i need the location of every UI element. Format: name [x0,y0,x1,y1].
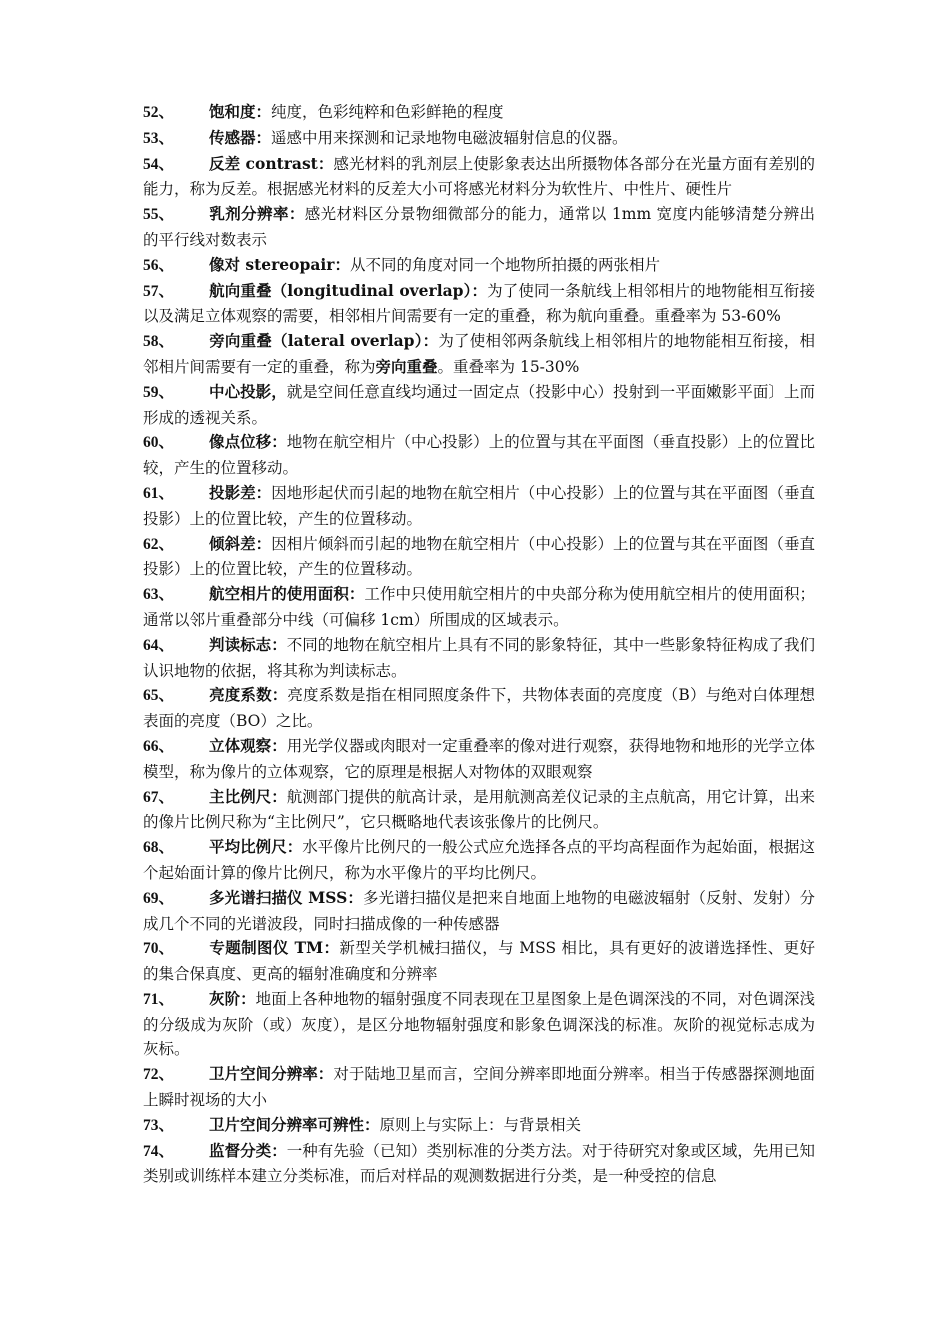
glossary-entry-58 [143,329,815,380]
entry-number: 73、 [143,1116,175,1134]
entry-term: 卫片空间分辨率： [209,1064,334,1084]
entry-term: 航向重叠（longitudinal overlap）： [209,280,488,300]
entry-term: 亮度系数： [209,685,288,705]
entry-number: 54、 [143,155,175,173]
entry-definition: 因相片倾斜而引起的地物在航空相片（中心投影）上的位置与其在平面图（垂直投影）上的位置比较，产生的位置移动。 [143,534,815,579]
glossary-entry-68 [143,835,815,886]
entry-definition-tail: 。重叠率为 15-30% [437,357,580,376]
glossary-entry-72 [143,1062,815,1113]
entry-definition: 就是空间任意直线均通过一固定点（投影中心）投射到一平面嫩影平面〕上而形成的透视关系。 [143,382,815,427]
entry-term: 卫片空间分辨率可辨性： [209,1114,380,1134]
entry-number: 59、 [143,383,175,401]
glossary-entry-53 [143,126,815,152]
entry-definition: 纯度，色彩纯粹和色彩鲜艳的程度 [271,103,504,121]
entry-inline-term: 旁向重叠 [375,356,438,376]
entry-term: 倾斜差： [209,533,272,553]
entry-number: 56、 [143,256,175,274]
entry-term: 立体观察： [209,735,287,755]
glossary-entry-71 [143,987,815,1062]
entry-number: 55、 [143,206,175,224]
entry-term: 中心投影， [209,381,287,401]
entry-term: 投影差： [209,482,272,502]
entry-definition: 亮度系数是指在相同照度条件下，共物体表面的亮度度（B）与绝对白体理想表面的亮度（BO）之比。 [143,686,815,731]
entry-definition: 感光材料的乳剂层上使影象表达出所摄物体各部分在光量方面有差别的能力，称为反差。根据感光材料的反差大小可将感光材料分为软性片、中性片、硬性片 [143,154,815,199]
entry-number: 64、 [143,636,175,654]
entry-term: 反差 contrast： [209,153,334,173]
glossary-entry-62 [143,532,815,583]
entry-term: 多光谱扫描仪 MSS： [209,887,363,907]
glossary-entry-64 [143,633,815,684]
entry-number: 61、 [143,484,175,502]
entry-number: 62、 [143,535,175,553]
entry-number: 60、 [143,434,175,452]
glossary-entry-70 [143,936,815,987]
entry-definition: 从不同的角度对同一个地物所拍摄的两张相片 [349,255,660,274]
glossary-entry-65 [143,683,815,734]
entry-number: 67、 [143,788,175,806]
glossary-entry-55 [143,202,815,253]
entry-term: 判读标志： [209,634,287,654]
entry-term: 像点位移： [209,432,287,452]
entry-term: 专题制图仪 TM： [209,938,340,958]
entry-number: 66、 [143,737,175,755]
entry-definition: 地面上各种地物的辐射强度不同表现在卫星图象上是色调深浅的不同，对色调深浅的分级成为灰阶（或）灰度），是区分地物辐射强度和影象色调深浅的标准。灰阶的视觉标志成为灰标。 [143,989,815,1059]
entry-definition: 新型关学机械扫描仪，与 MSS 相比，具有更好的波谱选择性、更好的集合保真度、更高的辐射准确度和分辨率 [143,939,815,984]
entry-term: 灰阶： [209,988,256,1008]
glossary-entry-56 [143,253,815,279]
entry-number: 65、 [143,687,175,705]
glossary-entry-67 [143,785,815,836]
entry-definition: 对于陆地卫星而言，空间分辨率即地面分辨率。相当于传感器探测地面上瞬时视场的大小 [143,1065,815,1110]
entry-definition: 不同的地物在航空相片上具有不同的影象特征，其中一些影象特征构成了我们认识地物的依据，将其称为判读标志。 [143,635,815,680]
entry-term: 传感器： [209,127,272,147]
entry-definition: 水平像片比例尺的一般公式应允选择各点的平均高程面作为起始面，根据这个起始面计算的像片比例尺，称为水平像片的平均比例尺。 [143,838,815,882]
entry-term: 主比例尺： [209,786,287,806]
glossary-entry-52 [143,100,815,126]
glossary-entry-73 [143,1113,815,1139]
glossary-entry-59 [143,380,815,431]
entry-number: 72、 [143,1066,175,1084]
entry-term: 饱和度： [209,102,272,121]
entry-number: 53、 [143,129,175,147]
entry-definition: 遥感中用来探测和记录地物电磁波辐射信息的仪器。 [271,128,628,147]
entry-number: 63、 [143,586,175,604]
entry-number: 57、 [143,282,175,300]
entry-definition: 因地形起伏而引起的地物在航空相片（中心投影）上的位置与其在平面图（垂直投影）上的位置比较，产生的位置移动。 [143,483,815,528]
entry-number: 74、 [143,1142,175,1160]
entry-term: 像对 stereopair： [209,254,350,274]
entry-term: 乳剂分辨率： [209,204,305,224]
entry-number: 71、 [143,990,175,1008]
glossary-entry-60 [143,430,815,481]
glossary-entry-61 [143,481,815,532]
entry-number: 52、 [143,104,175,121]
entry-definition: 感光材料区分景物细微部分的能力，通常以 1mm 宽度内能够清楚分辨出的平行线对数表示 [143,205,815,249]
glossary-entry-63 [143,582,815,633]
glossary-entry-69 [143,886,815,937]
entry-definition: 多光谱扫描仪是把来自地面上地物的电磁波辐射（反射、发射）分成几个不同的光谱波段，同时扫描成像的一种传感器 [143,888,815,933]
entry-definition: 一种有先验（已知）类别标准的分类方法。对于待研究对象或区域，先用已知类别或训练样本建立分类标准，而后对样品的观测数据进行分类，是一种受控的信息 [143,1141,815,1186]
entry-definition: 为了使相邻两条航线上相邻相片的地物能相互衔接，相邻相片间需要有一定的重叠，称为 [143,332,815,376]
entry-number: 68、 [143,839,175,857]
glossary-entry-57 [143,279,815,330]
glossary-list [143,100,815,1189]
entry-definition: 工作中只使用航空相片的中央部分称为使用航空相片的使用面积；通常以邻片重叠部分中线（可偏移 1cm）所围成的区域表示。 [143,585,815,629]
entry-number: 58、 [143,333,175,351]
entry-term: 平均比例尺： [209,837,303,857]
entry-definition: 用光学仪器或肉眼对一定重叠率的像对进行观察，获得地物和地形的光学立体模型，称为像片的立体观察，它的原理是根据人对物体的双眼观察 [143,736,815,781]
entry-term: 监督分类： [209,1140,287,1160]
entry-number: 70、 [143,940,175,958]
entry-definition: 为了使同一条航线上相邻相片的地物能相互衔接以及满足立体观察的需要，相邻相片间需要有一定的重叠，称为航向重叠。重叠率为 53-60% [143,281,815,326]
entry-number: 69、 [143,889,175,907]
entry-definition: 航测部门提供的航高计录，是用航测高差仪记录的主点航高，用它计算，出来的像片比例尺称为“主比例尺”，它只概略地代表该张像片的比例尺。 [143,787,815,832]
glossary-entry-74 [143,1139,815,1190]
entry-term: 旁向重叠（lateral overlap）： [209,331,439,351]
glossary-entry-66 [143,734,815,785]
entry-definition: 原则上与实际上：与背景相关 [379,1115,582,1134]
glossary-entry-54 [143,152,815,203]
entry-definition: 地物在航空相片（中心投影）上的位置与其在平面图（垂直投影）上的位置比较，产生的位置移动。 [143,433,815,478]
entry-term: 航空相片的使用面积： [209,584,365,604]
